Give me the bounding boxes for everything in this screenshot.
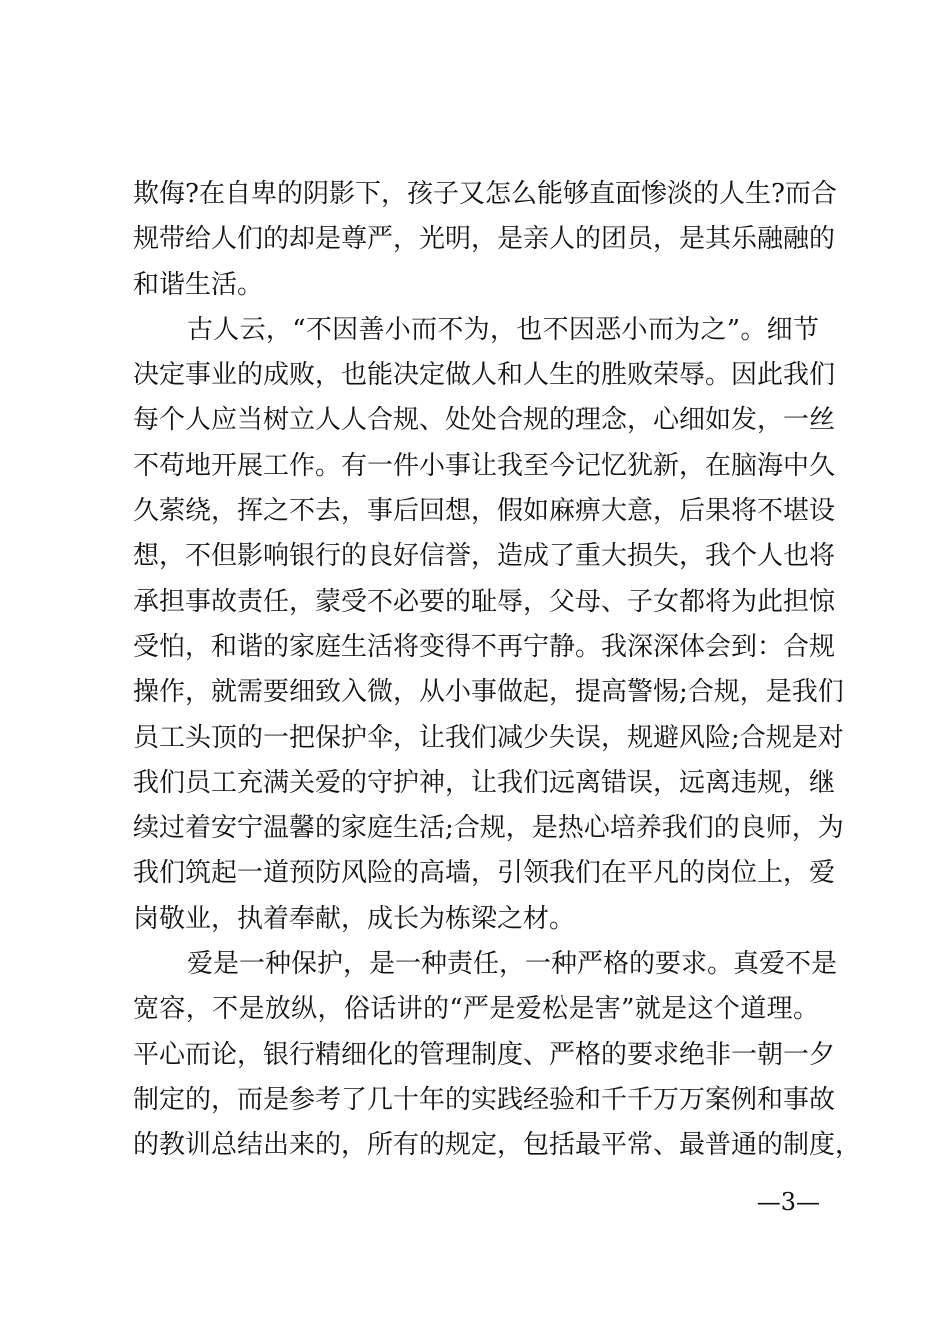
page-number: —3— — [756, 1188, 820, 1216]
text-line: 爱是一种保护，是一种责任，一种严格的要求。真爱不是 — [187, 949, 838, 980]
text-line: 和谐生活。 — [133, 269, 264, 300]
text-line: 员工头顶的一把保护伞，让我们减少失误，规避风险;合规是对 — [133, 722, 844, 753]
text-line: 续过着安宁温馨的家庭生活;合规，是热心培养我们的良师，为 — [133, 813, 844, 844]
text-line: 我们筑起一道预防风险的高墙，引领我们在平凡的岗位上，爱 — [133, 858, 836, 889]
text-line: 久萦绕，挥之不去，事后回想，假如麻痹大意，后果将不堪设 — [133, 496, 836, 527]
text-line: 制定的，而是参考了几十年的实践经验和千千万万案例和事故 — [133, 1084, 836, 1115]
text-line: 欺侮?在自卑的阴影下，孩子又怎么能够直面惨淡的人生?而合 — [133, 179, 837, 209]
text-line: 的教训总结出来的，所有的规定，包括最平常、最普通的制度， — [133, 1130, 862, 1161]
text-line: 不苟地开展工作。有一件小事让我至今记忆犹新，在脑海中久 — [133, 450, 836, 481]
text-line: 操作，就需要细致入微，从小事做起，提高警惕;合规，是我们 — [133, 677, 844, 708]
text-line: 规带给人们的却是尊严，光明，是亲人的团员，是其乐融融的 — [133, 224, 836, 255]
text-line: 岗敬业，执着奉献，成长为栋梁之材。 — [133, 903, 576, 934]
text-line: 宽容，不是放纵，俗话讲的“严是爱松是害”就是这个道理。 — [133, 994, 819, 1025]
text-line: 受怕，和谐的家庭生活将变得不再宁静。我深深体会到：合规 — [133, 631, 836, 662]
text-line: 古人云，“不因善小而不为，也不因恶小而为之”。细节 — [187, 314, 819, 345]
text-line: 我们员工充满关爱的守护神，让我们远离错误，远离违规，继 — [133, 767, 836, 798]
text-line: 想，不但影响银行的良好信誉，造成了重大损失，我个人也将 — [133, 541, 836, 572]
document-body — [133, 172, 862, 1169]
text-line: 平心而论，银行精细化的管理制度、严格的要求绝非一朝一夕 — [133, 1039, 836, 1070]
text-line: 每个人应当树立人人合规、处处合规的理念，心细如发，一丝 — [133, 405, 836, 436]
text-line: 承担事故责任，蒙受不必要的耻辱，父母、子女都将为此担惊 — [133, 586, 836, 617]
text-line: 决定事业的成败，也能决定做人和人生的胜败荣辱。因此我们 — [133, 360, 836, 391]
